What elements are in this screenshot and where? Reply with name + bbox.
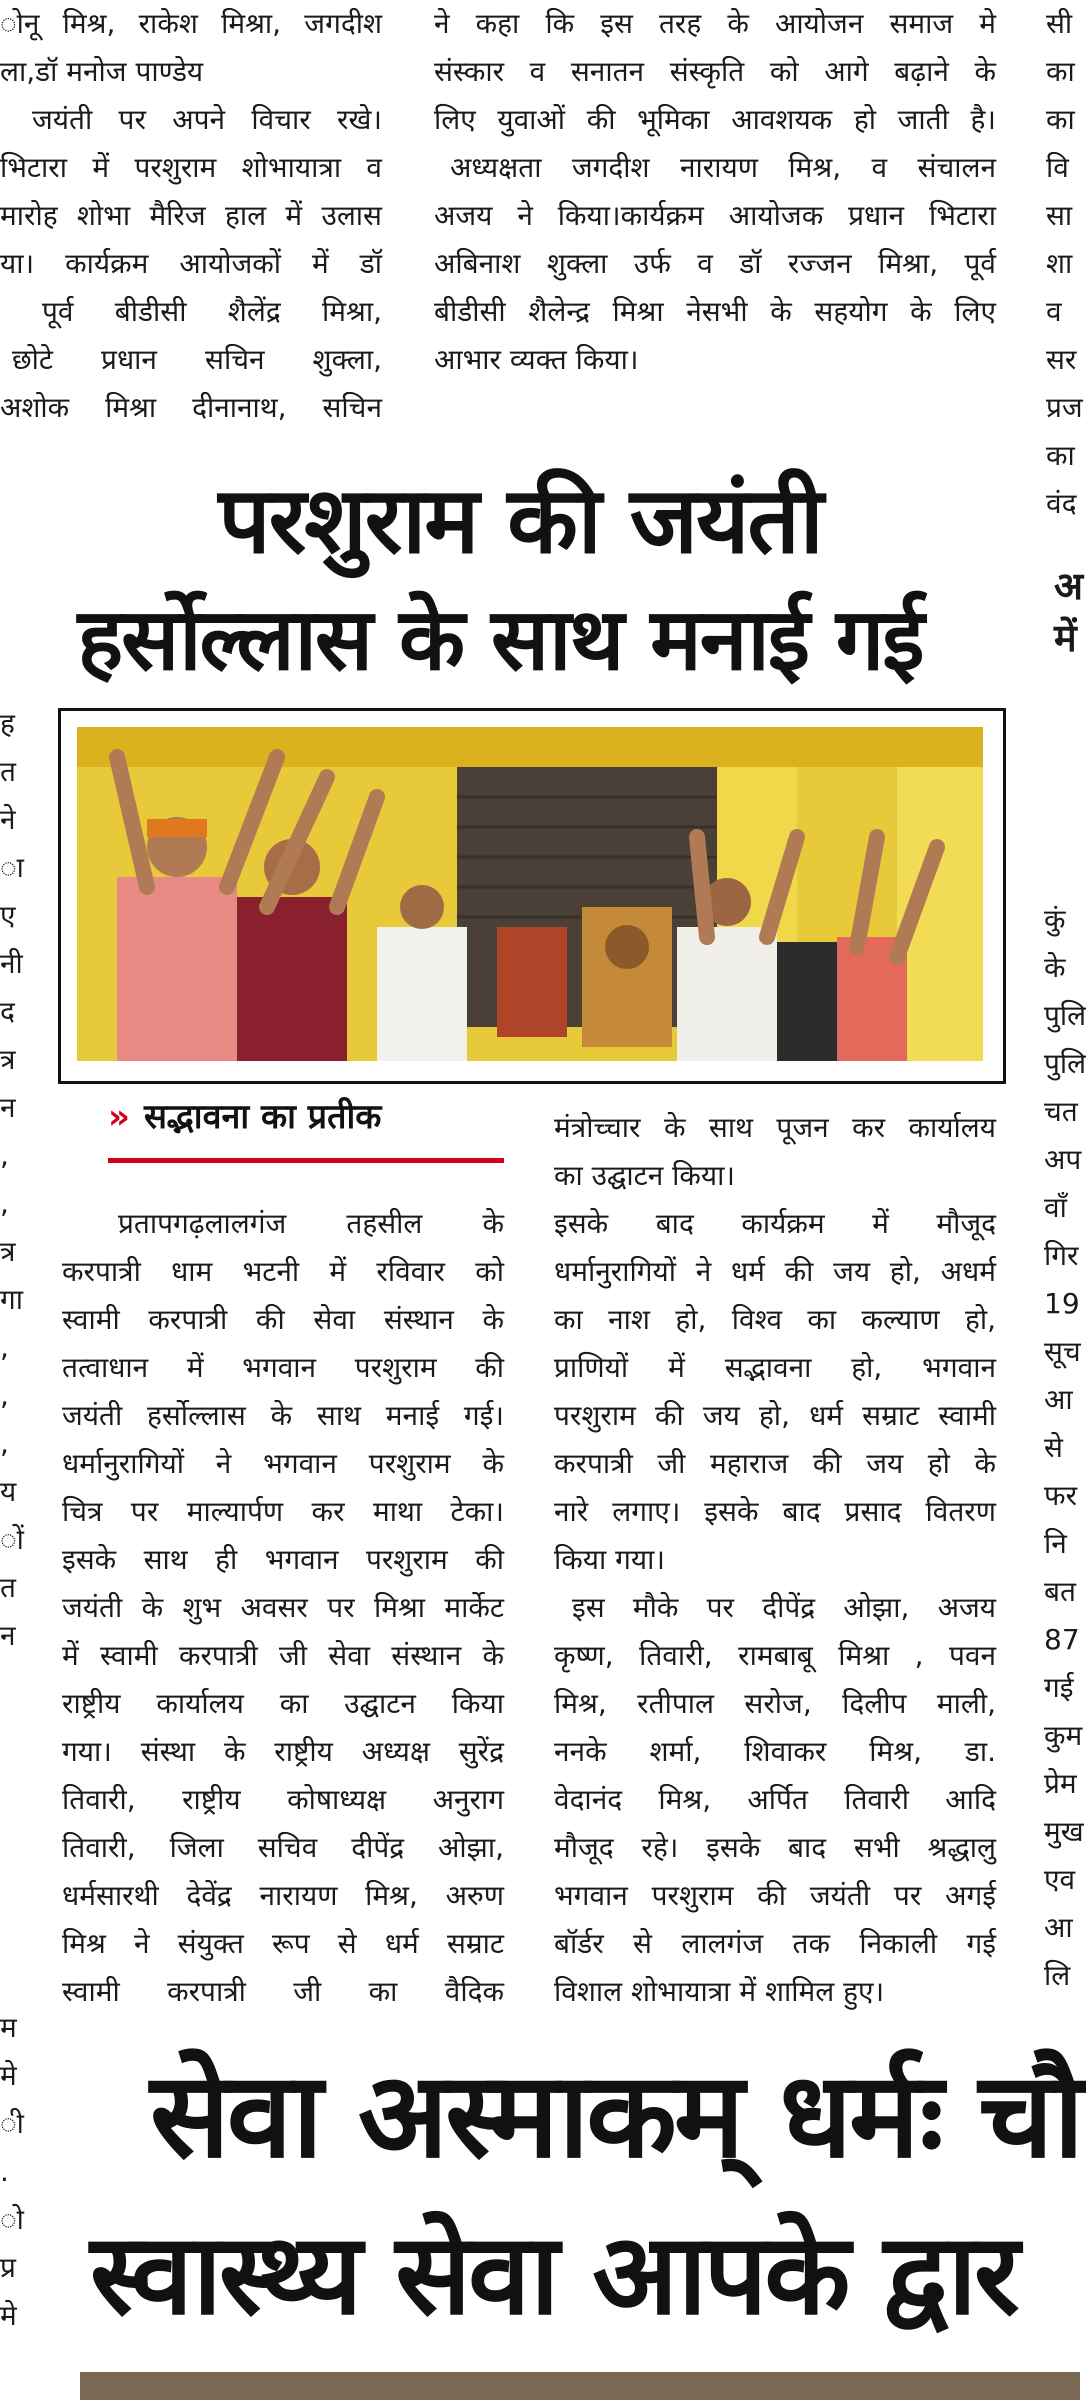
- text-fragment: शा: [1046, 247, 1073, 280]
- text-line: गया। संस्था के राष्ट्रीय अध्यक्ष सुरेंद्र: [62, 1735, 504, 1768]
- text-fragment: प्रज: [1046, 391, 1083, 424]
- text-fragment: त्र: [0, 1235, 16, 1268]
- text-line: या। कार्यक्रम आयोजकों में डॉ: [0, 247, 382, 280]
- subheading-text: सद्भावना का प्रतीक: [143, 1097, 382, 1137]
- text-line: का नाश हो, विश्व का कल्याण हो,: [554, 1303, 996, 1336]
- text-line: जयंती पर अपने विचार रखे।: [32, 103, 382, 136]
- text-line: चित्र पर माल्यार्पण कर माथा टेका।: [62, 1495, 504, 1528]
- text-line: स्वामी करपात्री की सेवा संस्थान के: [62, 1303, 504, 1336]
- text-fragment: वंद: [1046, 487, 1077, 520]
- text-fragment: आ: [1044, 1911, 1073, 1944]
- text-line: ने कहा कि इस तरह के आयोजन समाज मे: [434, 7, 996, 40]
- text-line: प्राणियों में सद्भावना हो, भगवान: [554, 1351, 996, 1384]
- text-line: जयंती हर्सोल्लास के साथ मनाई गई।: [62, 1399, 504, 1432]
- text-fragment: पुलि: [1044, 1047, 1086, 1080]
- text-line: मंत्रोच्चार के साथ पूजन कर कार्यालय: [554, 1111, 996, 1144]
- text-line: जयंती के शुभ अवसर पर मिश्रा मार्केट: [62, 1591, 504, 1624]
- text-fragment: का: [1046, 103, 1075, 136]
- text-line: धर्मानुरागियों ने भगवान परशुराम के: [62, 1447, 504, 1480]
- news-photo: [77, 727, 983, 1061]
- text-fragment: गा: [0, 1283, 24, 1316]
- text-line: अशोक मिश्रा दीनानाथ, सचिन: [0, 391, 382, 424]
- text-fragment: अप: [1044, 1143, 1082, 1176]
- text-fragment: न: [0, 1091, 16, 1124]
- text-fragment: आ: [1044, 1383, 1073, 1416]
- text-fragment: गई: [1044, 1671, 1074, 1704]
- text-fragment: लि: [1044, 1959, 1071, 1992]
- text-line: आभार व्यक्त किया।: [434, 343, 639, 376]
- right-fragment-lower: [1044, 896, 1086, 2028]
- top-left-column: [0, 0, 382, 432]
- text-fragment: .: [0, 2155, 9, 2188]
- text-line: नारे लगाए। इसके बाद प्रसाद वितरण: [554, 1495, 996, 1528]
- article-column-1: [62, 1200, 504, 2016]
- text-fragment: में: [1054, 616, 1077, 660]
- text-fragment: सी: [1046, 7, 1073, 40]
- text-fragment: य: [0, 1475, 17, 1508]
- text-fragment: वाँ: [1044, 1191, 1067, 1224]
- text-line: अबिनाश शुक्ला उर्फ व डॉ रज्जन मिश्रा, पूर्व: [434, 247, 996, 280]
- text-line: राष्ट्रीय कार्यालय का उद्घाटन किया: [62, 1687, 504, 1720]
- text-line: धर्मसारथी देवेंद्र नारायण मिश्र, अरुण: [62, 1879, 504, 1912]
- text-fragment: ो: [0, 2203, 24, 2236]
- text-fragment: के: [1044, 951, 1066, 984]
- bottom-headline-line-1: सेवा अस्माकम् धर्मः चौ: [150, 2046, 1082, 2184]
- text-line: धर्मानुरागियों ने धर्म की जय हो, अधर्म: [554, 1255, 996, 1288]
- subheading: [108, 1092, 381, 1138]
- text-fragment: त: [0, 1571, 16, 1604]
- text-fragment: का: [1046, 439, 1075, 472]
- chevron-icon: »: [108, 1097, 130, 1137]
- bottom-headline: [0, 2040, 1080, 2372]
- text-fragment: 87: [1044, 1623, 1080, 1656]
- text-line: में स्वामी करपात्री जी सेवा संस्थान के: [62, 1639, 504, 1672]
- text-fragment: वि: [1046, 151, 1069, 184]
- text-fragment: त्र: [0, 1043, 16, 1076]
- text-fragment: ह: [0, 707, 15, 740]
- text-line: वेदानंद मिश्र, अर्पित तिवारी आदि: [554, 1783, 996, 1816]
- text-fragment: ,: [0, 1187, 9, 1220]
- text-line: किया गया।: [554, 1543, 666, 1576]
- text-line: अध्यक्षता जगदीश नारायण मिश्र, व संचालन: [450, 151, 996, 184]
- text-fragment: सा: [1046, 199, 1073, 232]
- text-fragment: त: [0, 755, 16, 788]
- text-fragment: 19: [1044, 1287, 1080, 1320]
- article-column-2: [554, 1104, 996, 2016]
- text-line: पूर्व बीडीसी शैलेंद्र मिश्रा,: [42, 295, 382, 328]
- text-line: प्रतापगढ़लालगंज तहसील के: [118, 1207, 504, 1240]
- text-fragment: प्र: [0, 2251, 16, 2284]
- news-photo-illustration: [77, 727, 983, 1061]
- text-fragment: चत: [1044, 1095, 1078, 1128]
- text-line: मिश्र, रतीपाल सरोज, दिलीप माली,: [554, 1687, 996, 1720]
- text-fragment: पुलि: [1044, 999, 1086, 1032]
- text-line: करपात्री जी महाराज की जय हो के: [554, 1447, 996, 1480]
- text-line: ोनू मिश्र, राकेश मिश्रा, जगदीश: [0, 7, 382, 40]
- text-line: संस्कार व सनातन संस्कृति को आगे बढ़ाने के: [434, 55, 996, 88]
- text-fragment: फर: [1044, 1479, 1078, 1512]
- text-line: ननके शर्मा, शिवाकर मिश्र, डा.: [554, 1735, 996, 1768]
- text-fragment: सर: [1046, 343, 1077, 376]
- text-fragment: न: [0, 1619, 16, 1652]
- text-line: मारोह शोभा मैरिज हाल में उलास: [0, 199, 382, 232]
- headline-line-1: परशुराम की जयंती: [218, 467, 822, 574]
- text-fragment: गिर: [1044, 1239, 1079, 1272]
- text-fragment: एव: [1044, 1863, 1076, 1896]
- text-fragment: प्रेम: [1044, 1767, 1077, 1800]
- text-fragment: ी: [0, 2107, 24, 2140]
- top-middle-column: [434, 0, 996, 384]
- text-line: करपात्री धाम भटनी में रविवार को: [62, 1255, 504, 1288]
- text-fragment: ,: [0, 1379, 9, 1412]
- bottom-headline-line-2: स्वास्थ्य सेवा आपके द्वार: [90, 2210, 1017, 2340]
- text-line: भिटारा में परशुराम शोभायात्रा व: [0, 151, 382, 184]
- text-line: लिए युवाओं की भूमिका आवशयक हो जाती है।: [434, 103, 996, 136]
- text-line: कृष्ण, तिवारी, रामबाबू मिश्रा , पवन: [554, 1639, 996, 1672]
- text-line: परशुराम की जय हो, धर्म सम्राट स्वामी: [554, 1399, 996, 1432]
- left-fragment-column: [0, 700, 24, 1680]
- text-fragment: ,: [0, 1139, 9, 1172]
- text-line: अजय ने किया।कार्यक्रम आयोजक प्रधान भिटारा: [434, 199, 996, 232]
- text-line: बॉर्डर से लालगंज तक निकाली गई: [554, 1927, 996, 1960]
- text-line: मिश्र ने संयुक्त रूप से धर्म सम्राट: [62, 1927, 504, 1960]
- text-line: तिवारी, राष्ट्रीय कोषाध्यक्ष अनुराग: [62, 1783, 504, 1816]
- text-fragment: मे: [0, 2299, 17, 2332]
- text-line: स्वामी करपात्री जी का वैदिक: [62, 1975, 504, 2008]
- text-fragment: द: [0, 995, 15, 1028]
- text-line: ला,डॉ मनोज पाण्डेय: [0, 55, 204, 88]
- text-line: इसके बाद कार्यक्रम में मौजूद: [554, 1207, 996, 1240]
- text-fragment: ए: [0, 899, 16, 932]
- text-fragment: ों: [0, 1523, 24, 1556]
- text-line: तत्वाधान में भगवान परशुराम की: [62, 1351, 504, 1384]
- text-line: इस मौके पर दीपेंद्र ओझा, अजय: [572, 1591, 996, 1624]
- text-fragment: मे: [0, 2059, 17, 2092]
- text-fragment: नी: [0, 947, 23, 980]
- text-fragment: मुख: [1044, 1815, 1084, 1848]
- text-fragment: ,: [0, 1331, 9, 1364]
- text-line: तिवारी, जिला सचिव दीपेंद्र ओझा,: [62, 1831, 504, 1864]
- news-photo-frame: [58, 708, 1006, 1084]
- text-fragment: ने: [0, 803, 16, 836]
- text-fragment: से: [1044, 1431, 1063, 1464]
- text-line: बीडीसी शैलेन्द्र मिश्रा नेसभी के सहयोग के लिए: [434, 295, 996, 328]
- text-line: भगवान परशुराम की जयंती पर अगई: [554, 1879, 996, 1912]
- text-line: मौजूद रहे। इसके बाद सभी श्रद्धालु: [554, 1831, 996, 1864]
- bottom-photo-edge: [80, 2372, 1080, 2400]
- text-fragment: बत: [1044, 1575, 1076, 1608]
- text-line: इसके साथ ही भगवान परशुराम की: [62, 1543, 504, 1576]
- headline-line-2: हर्सोल्लास के साथ मनाई गई: [77, 590, 923, 690]
- subheading-underline: [108, 1158, 504, 1163]
- text-fragment: ,: [0, 1427, 9, 1460]
- text-fragment: व: [1046, 295, 1062, 328]
- text-line: छोटे प्रधान सचिन शुक्ला,: [12, 343, 382, 376]
- text-line: का उद्घाटन किया।: [554, 1159, 736, 1192]
- text-fragment: कुं: [1044, 903, 1066, 936]
- text-fragment: ा: [0, 851, 24, 884]
- text-fragment: म: [0, 2011, 17, 2044]
- text-fragment: कुम: [1044, 1719, 1083, 1752]
- text-fragment: सूच: [1044, 1335, 1081, 1368]
- text-line: विशाल शोभायात्रा में शामिल हुए।: [554, 1975, 885, 2008]
- text-fragment: अ: [1054, 564, 1084, 608]
- text-fragment: नि: [1044, 1527, 1067, 1560]
- text-fragment: का: [1046, 55, 1075, 88]
